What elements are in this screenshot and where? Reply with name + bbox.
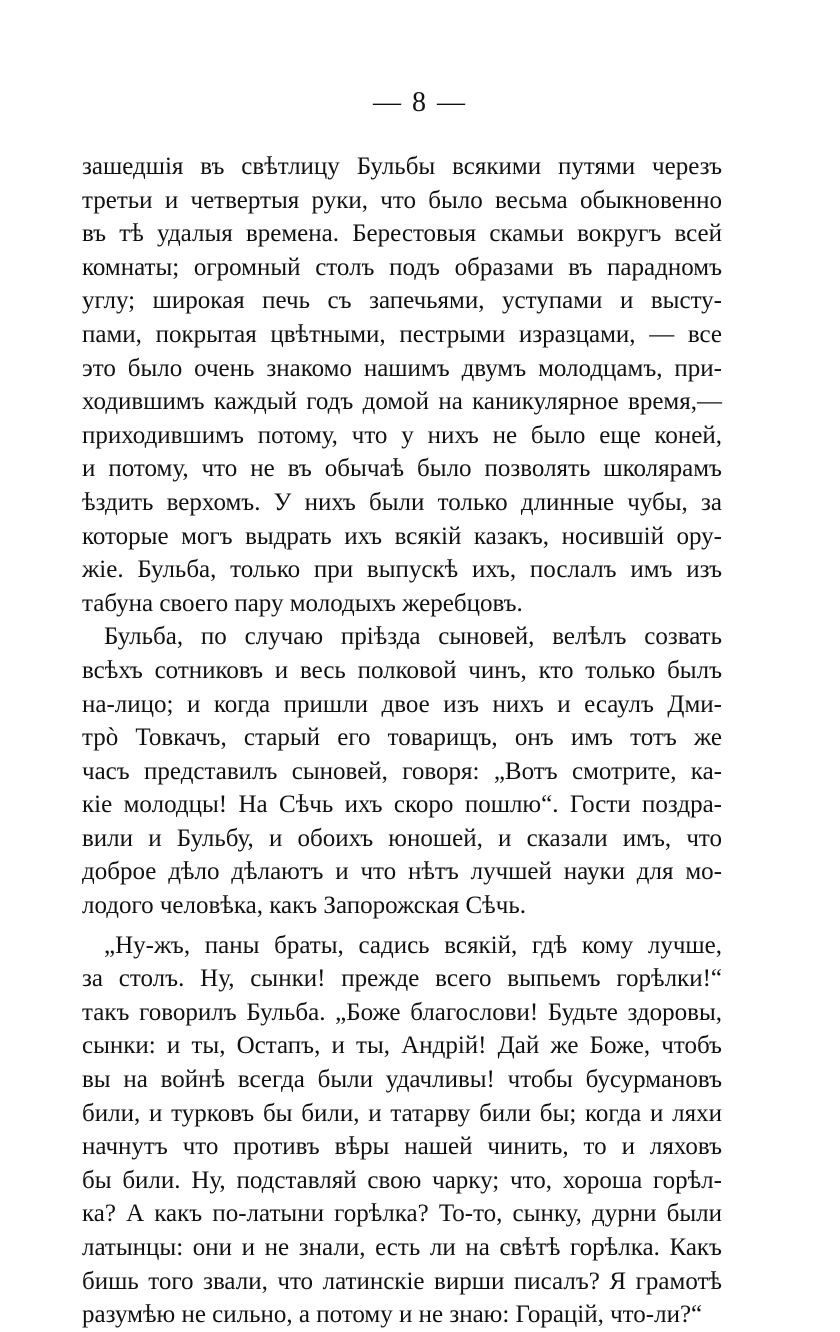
text-line: латынцы: они и не знали, есть ли на свѣтѣ горѣлка. Какъ [82,1234,722,1261]
text-line: и потому, что не въ обычаѣ было позволять школярамъ [82,455,722,483]
text-line: доброе дѣло дѣлаютъ и что нѣтъ лучшей науки для мо- [82,858,722,886]
text-line: которые могъ выдрать ихъ всякій казакъ, носившій ору- [82,522,722,550]
text-line: ка? А какъ по-латыни горѣлка? То-то, сынку, дурни были [82,1200,722,1228]
text-line: третьи и четвертыя руки, что было весьма обыкновенно [82,186,722,214]
paragraph-3 [82,929,722,1332]
text-line: били, и турковъ бы били, и татарву били бы; когда и ляхи [82,1099,722,1127]
text-line: за столъ. Ну, сынки! прежде всего выпьемъ горѣлки!“ [82,965,722,993]
text-line: лодого человѣка, какъ Запорожская Сѣчь. [82,892,526,920]
text-line: углу; широкая печь съ запечьями, уступами и высту- [82,287,722,315]
text-line: въ тѣ удалыя времена. Берестовыя скамьи вокругъ всей [82,220,722,248]
text-line: пами, покрытая цвѣтными, пестрыми изразцами, — все [82,320,722,348]
text-line: бы били. Ну, подставляй свою чарку; что, хороша горѣл- [82,1166,722,1194]
text-line: Бульба, по случаю пріѣзда сыновей, велѣлъ созвать [104,623,722,651]
text-line: сынки: и ты, Остапъ, и ты, Андрій! Дай же Боже, чтобъ [82,1032,722,1060]
text-block [82,150,722,1332]
text-line: всѣхъ сотниковъ и весь полковой чинъ, кто только былъ [82,656,722,684]
text-line: приходившимъ потому, что у нихъ не было еще коней, [82,421,722,449]
text-line: это было очень знакомо нашимъ двумъ молодцамъ, при- [82,354,722,382]
page-number: — 8 — [373,87,467,118]
text-line: зашедшія въ свѣтлицу Бульбы всякими путями черезъ [82,153,722,180]
text-line: такъ говорилъ Бульба. „Боже благослови! Будьте здоровы, [82,998,722,1026]
text-line: на-лицо; и когда пришли двое изъ нихъ и есаулъ Дми- [82,690,722,718]
text-line: комнаты; огромный столъ подъ образами въ парадномъ [82,253,722,281]
text-line: жіе. Бульба, только при выпускѣ ихъ, послалъ имъ изъ [82,556,722,584]
text-line: „Ну-жъ, паны браты, садись всякій, гдѣ кому лучше, [104,931,722,959]
text-line: ѣздить верхомъ. У нихъ были только длинные чубы, за [82,488,722,516]
text-line: вили и Бульбу, и обоихъ юношей, и сказали имъ, что [82,824,722,852]
text-line: ходившимъ каждый годъ домой на каникулярное время,— [82,388,722,416]
text-line: табуна своего пару молодыхъ жеребцовъ. [82,589,523,617]
text-line: кіе молодцы! На Сѣчь ихъ скоро пошлю“. Гости поздра- [82,791,722,819]
text-line: бишь того звали, что латинскіе вирши писалъ? Я грамотѣ [82,1267,722,1295]
text-line: трò Товкачъ, старый его товарищъ, онъ имъ тотъ же [82,724,722,752]
text-line: разумѣю не сильно, а потому и не знаю: Горацій, что-ли?“ [82,1301,703,1329]
text-line: начнутъ что противъ вѣры нашей чинить, то и ляховъ [82,1133,722,1161]
paragraph-1 [82,150,722,620]
paragraph-2 [82,620,722,922]
text-line: часъ представилъ сыновей, говоря: „Вотъ смотрите, ка- [82,757,722,785]
text-line: вы на войнѣ всегда были удачливы! чтобы бусурмановъ [82,1066,722,1094]
